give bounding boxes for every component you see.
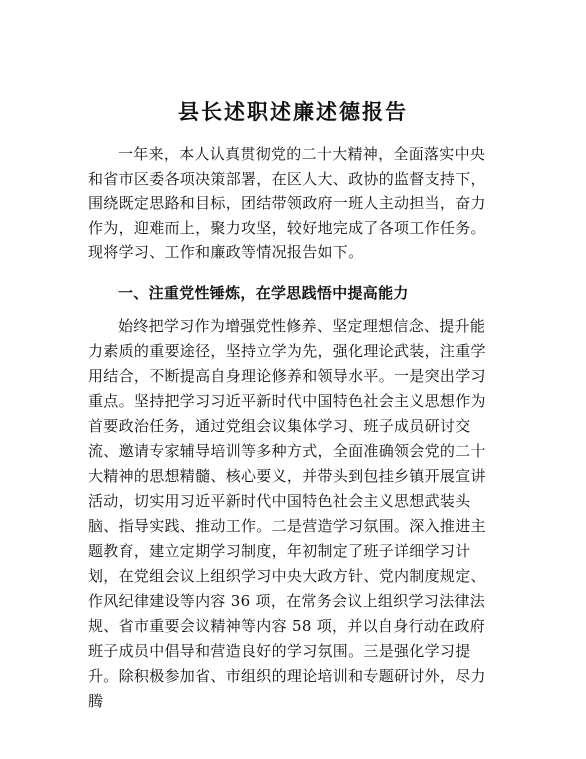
section-heading: 一、注重党性锤炼，在学思践悟中提高能力 bbox=[118, 284, 409, 302]
document-title: 县长述职述廉述德报告 bbox=[178, 99, 408, 124]
intro-paragraph: 一年来，本人认真贯彻党的二十大精神，全面落实中央和省市区委各项决策部署，在区人大、政协的监督支持下，围绕既定思路和目标，团结带领政府一班人主动担当，奋力作为，迎难而上，聚力攻坚，较好地完成了各项工作任务。现将学习、工作和廉政等情况报告如下。 bbox=[88, 145, 486, 261]
section-body-paragraph: 始终把学习作为增强党性修养、坚定理想信念、提升能力素质的重要途径，坚持立学为先，强化理论武装，注重学用结合，不断提高自身理论修养和领导水平。一是突出学习重点。坚持把学习习近平新时代中国特色社会主义思想作为首要政治任务，通过党组会议集体学习、班子成员研讨交流、邀请专家辅导培训等多种方式，全面准确领会党的二十大精神的思想精髓、核心要义，并带头到包挂乡镇开展宣讲活动，切实用习近平新时代中国特色社会主义思想武装头脑、指导实践、推动工作。二是营造学习氛围。深入推进主题教育，建立定期学习制度，年初制定了班子详细学习计划，在党组会议上组织学习中央大政方针、党内制度规定、作风纪律建设等内容 36 项，在常务会议上组织学习法律法规、省市重要会议精神等内容 58 项，并以自身行动在政府班子成员中倡导和营造良好的学习氛围。三是强化学习提升。除积极参加省、市组织的理论培训和专题研讨外，尽力腾 bbox=[88, 317, 486, 710]
